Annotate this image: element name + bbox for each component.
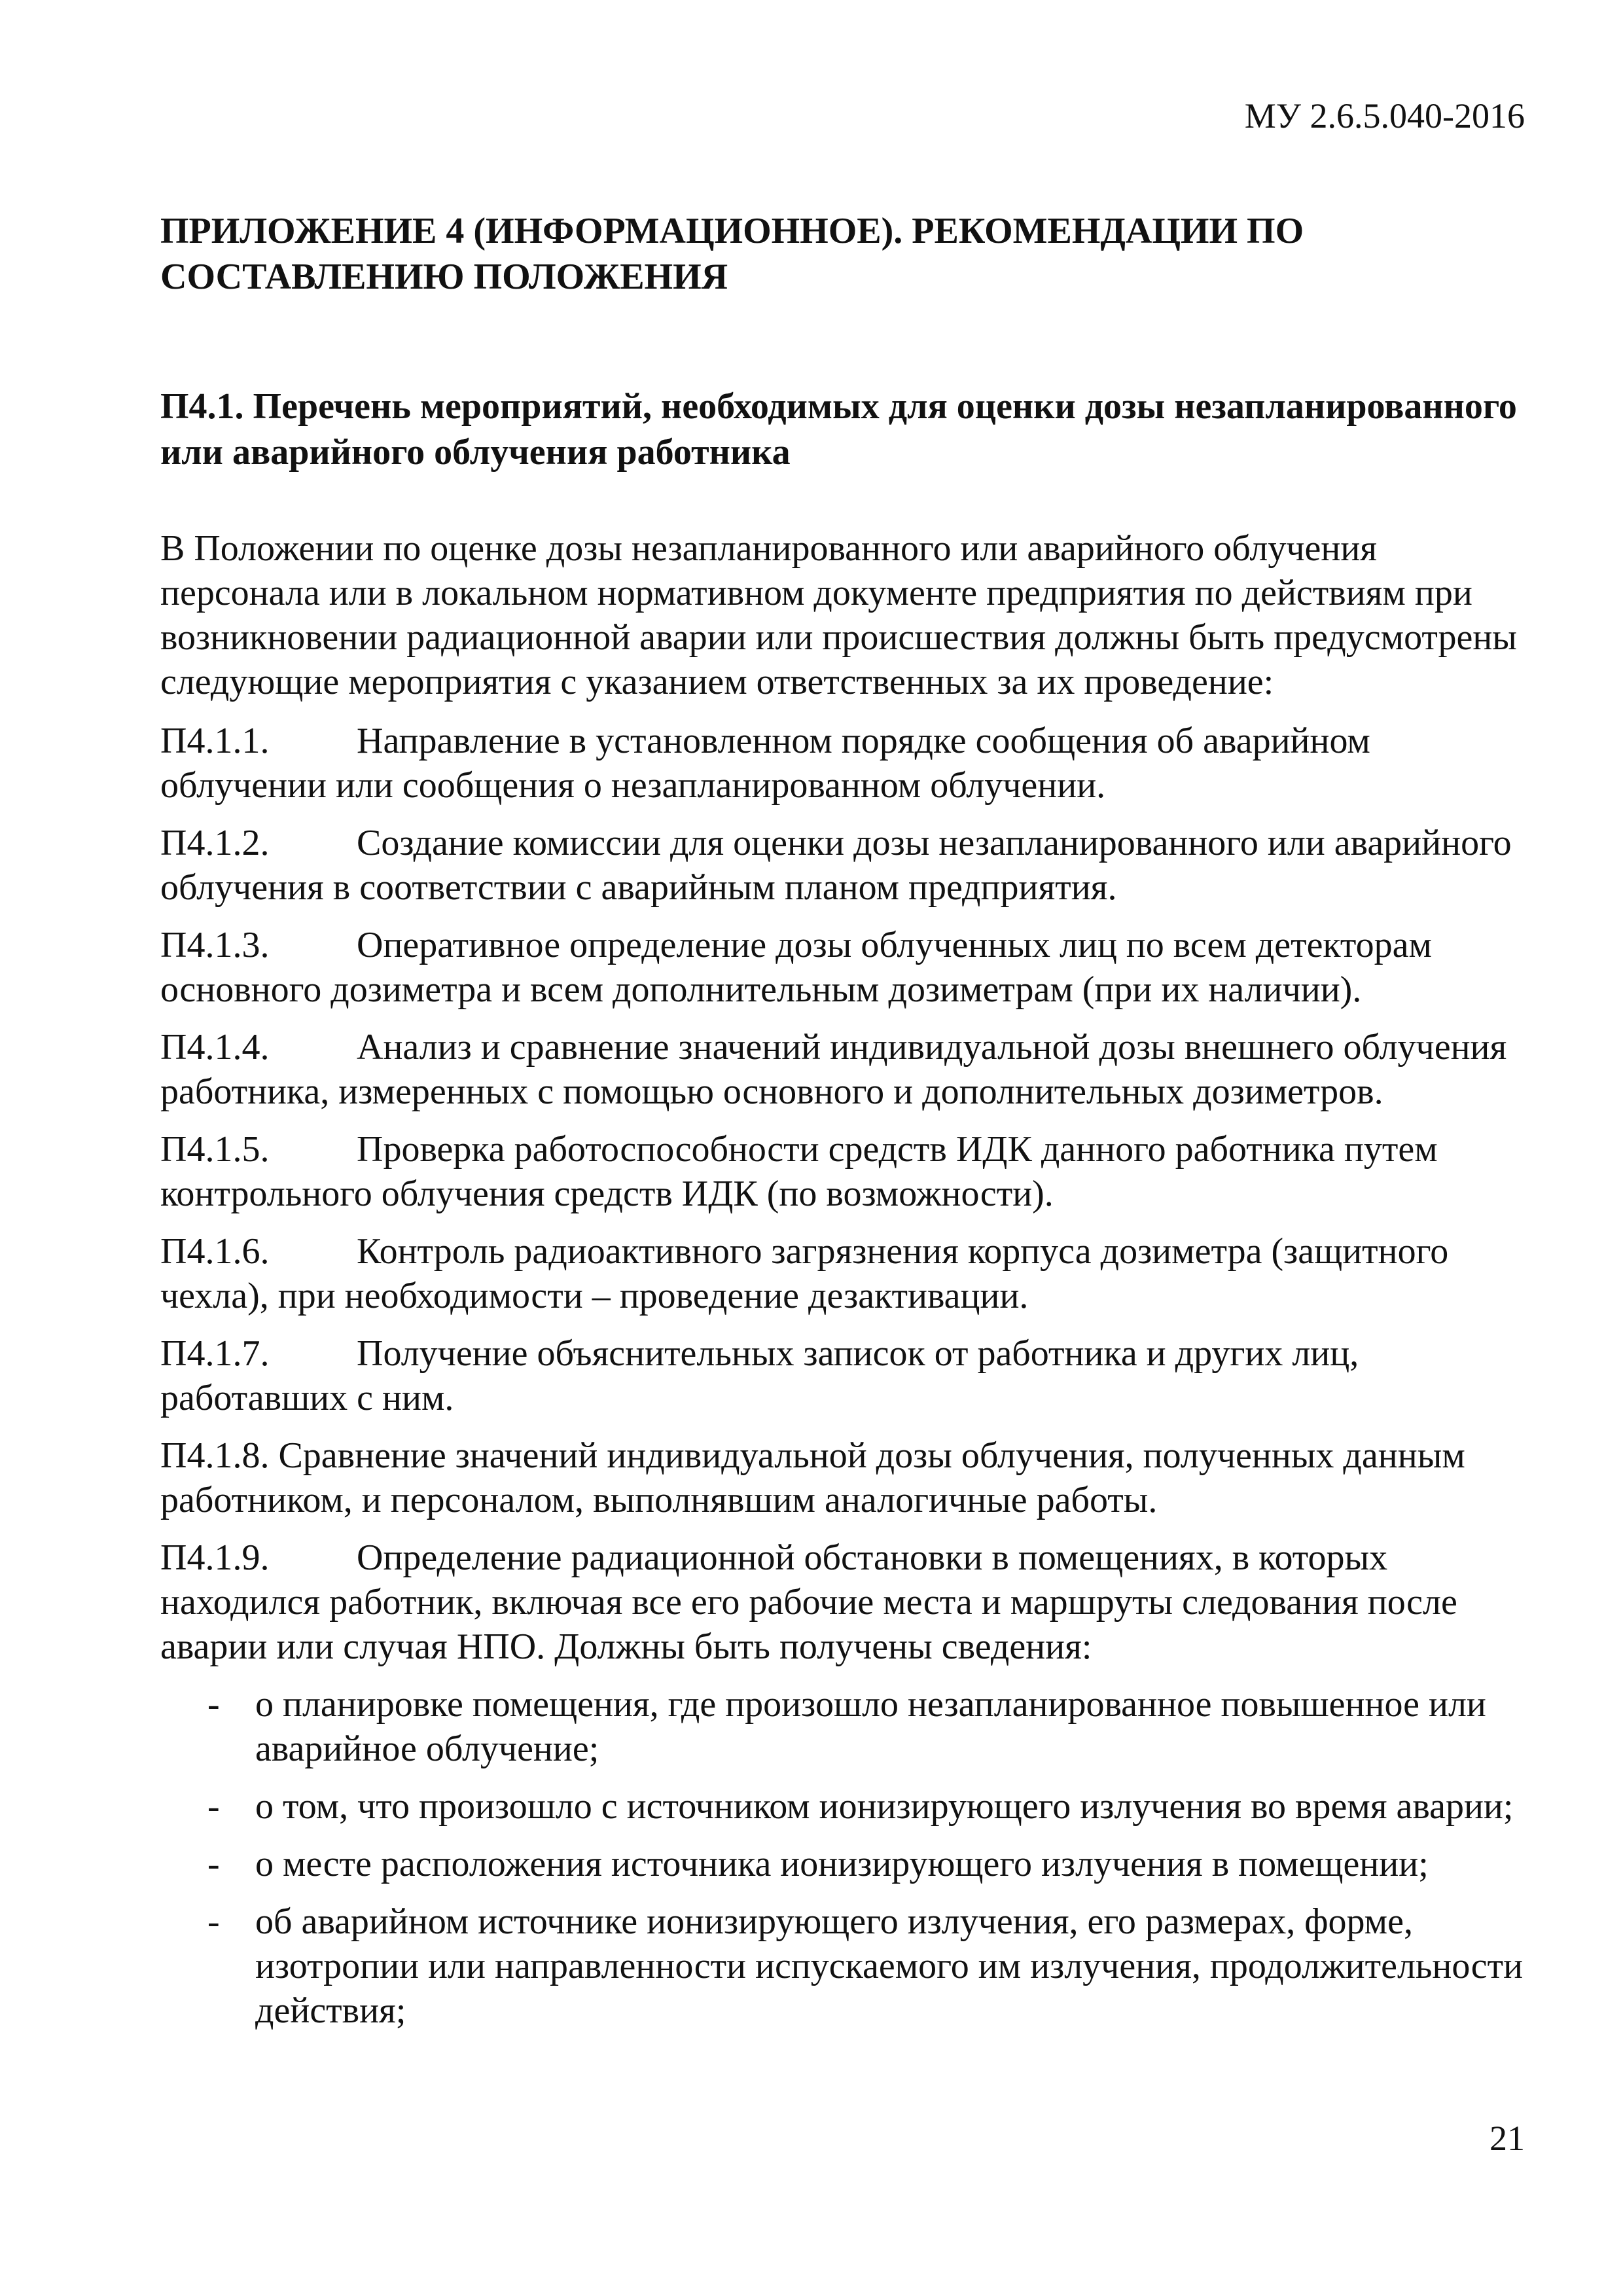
item-number: П4.1.6. [160,1231,270,1272]
bullet-text: о том, что произошло с источником ионизирующего излучения во время аварии; [255,1786,1514,1827]
item-text: Оперативное определение дозы облученных лиц по всем детекторам основного дозиметра и всем дополнительным дозиметрам (при их наличии). [160,925,1432,1010]
dash-marker: - [207,1786,220,1827]
dash-marker: - [207,1684,220,1725]
list-item-p4-1-4 [160,1025,1528,1114]
item-number: П4.1.4. [160,1027,270,1067]
list-item-p4-1-5 [160,1127,1528,1216]
item-number: П4.1.3. [160,925,270,965]
item-text: Проверка работоспособности средств ИДК данного работника путем контрольного облучения средств ИДК (по возможности). [160,1129,1438,1214]
bullet-text: об аварийном источнике ионизирующего излучения, его размерах, форме, изотропии или направленности испускаемого им излучения, продолжительности действия; [255,1901,1524,2031]
item-number: П4.1.7. [160,1333,270,1374]
list-item-p4-1-1 [160,719,1528,808]
appendix-title: ПРИЛОЖЕНИЕ 4 (ИНФОРМАЦИОННОЕ). РЕКОМЕНДАЦИИ ПО СОСТАВЛЕНИЮ ПОЛОЖЕНИЯ [160,211,1304,297]
page-content [160,208,1528,2046]
section-title: П4.1. Перечень мероприятий, необходимых для оценки дозы незапланированного или аварийного облучения работника [160,386,1517,473]
list-item-p4-1-9 [160,1535,1528,1669]
item-text: Направление в установленном порядке сообщения об аварийном облучении или сообщения о незапланированном облучении. [160,721,1370,806]
item-text: Контроль радиоактивного загрязнения корпуса дозиметра (защитного чехла), при необходимости – проведение дезактивации. [160,1231,1449,1316]
page-number: 21 [1489,2119,1525,2158]
dash-marker: - [207,1901,220,1942]
bullet-item [160,1842,1528,1886]
item-text: Сравнение значений индивидуальной дозы облучения, полученных данным работником, и персоналом, выполнявшим аналогичные работы. [160,1435,1465,1520]
bullet-item [160,1784,1528,1829]
item-number: П4.1.8. [160,1435,270,1476]
intro-paragraph: В Положении по оценке дозы незапланированного или аварийного облучения персонала или в локальном нормативном документе предприятия по действиям при возникновении радиационной аварии или происшествия должны быть предусмотрены следующие мероприятия с указанием ответственных за их проведение: [160,528,1517,702]
item-text: Анализ и сравнение значений индивидуальной дозы внешнего облучения работника, измеренных с помощью основного и дополнительных дозиметров. [160,1027,1507,1112]
bullet-item [160,1682,1528,1771]
list-item-p4-1-8 [160,1433,1528,1522]
item-text: Определение радиационной обстановки в помещениях, в которых находился работник, включая все его рабочие места и маршруты следования после аварии или случая НПО. Должны быть получены сведения: [160,1537,1457,1667]
item-number: П4.1.5. [160,1129,270,1170]
bullet-list [160,1682,1528,2033]
bullet-text: о месте расположения источника ионизирующего излучения в помещении; [255,1844,1429,1884]
list-item-p4-1-7 [160,1331,1528,1420]
item-text: Получение объяснительных записок от работника и других лиц, работавших с ним. [160,1333,1359,1418]
bullet-text: о планировке помещения, где произошло незапланированное повышенное или аварийное облучение; [255,1684,1486,1769]
list-item-p4-1-3 [160,923,1528,1012]
bullet-item [160,1899,1528,2033]
item-number: П4.1.2. [160,823,270,863]
dash-marker: - [207,1844,220,1884]
list-item-p4-1-6 [160,1229,1528,1318]
document-code: МУ 2.6.5.040-2016 [1244,96,1525,135]
list-item-p4-1-2 [160,821,1528,910]
item-number: П4.1.1. [160,721,270,761]
item-number: П4.1.9. [160,1537,270,1578]
item-text: Создание комиссии для оценки дозы незапланированного или аварийного облучения в соответствии с аварийным планом предприятия. [160,823,1512,908]
